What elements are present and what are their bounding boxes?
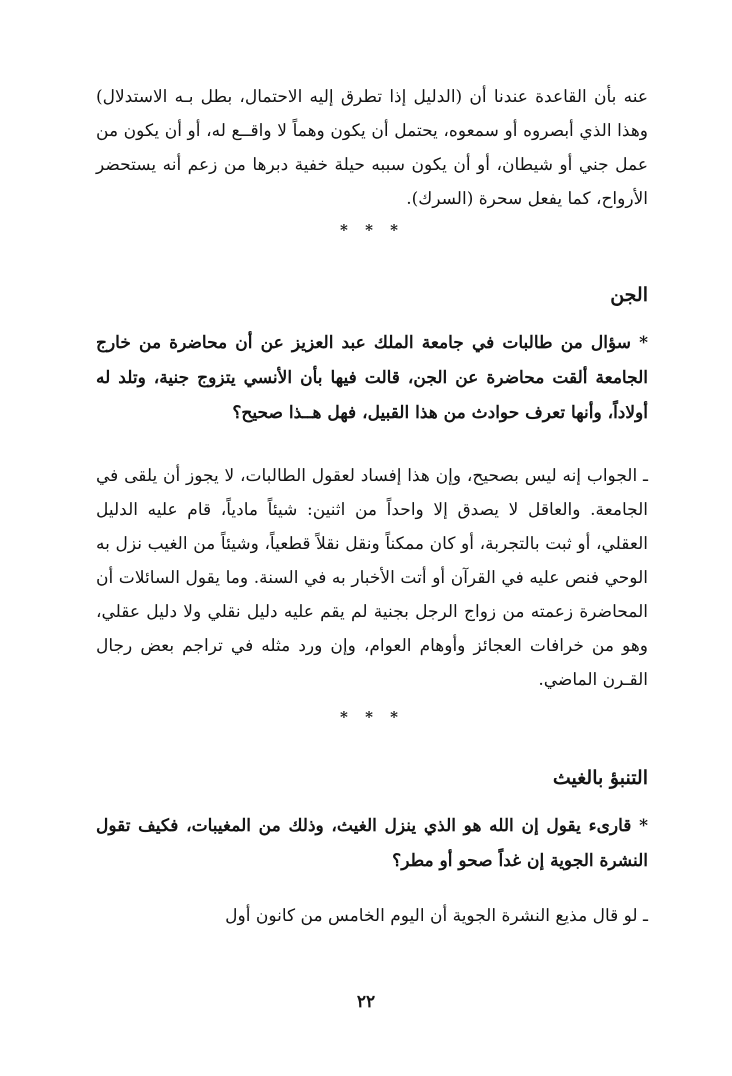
- answer-weather: ـ لو قال مذيع النشرة الجوية أن اليوم الخامس من كانون أول: [225, 906, 648, 926]
- question-jinn: * سؤال من طالبات في جامعة الملك عبد العزيز عن أن محاضرة من خارج الجامعة ألقت محاضرة عن الجن، قالت فيها بأن الأنسي يتزوج جنية، وتلد له أولاداً، وأنها تعرف حوادث من هذا القبيل، فهل هــذا صحيح؟: [96, 333, 648, 423]
- section-separator: * * *: [340, 708, 404, 726]
- question-weather: * قارىء يقول إن الله هو الذي ينزل الغيث، وذلك من المغيبات، فكيف تقول النشرة الجوية إن غداً صحو أو مطر؟: [96, 816, 648, 871]
- answer-jinn: ـ الجواب إنه ليس بصحيح، وإن هذا إفساد لعقول الطالبات، لا يجوز أن يلقى في الجامعة. والعاقل لا يصدق إلا واحداً من اثنين: شيئاً مادياً، قام عليه الدليل العقلي، أو ثبت بالتجربة، أو كان ممكناً ونقل نقلاً قطعياً، وشيئاً من الغيب نزل به الوحي فنص عليه في القرآن أو أتت الأخبار به في السنة. وما يقول السائلات أن المحاضرة زعمته من زواج الرجل بجنية لم يقم عليه دليل نقلي ولا دليل عقلي، وهو من خرافات العجائز وأوهام العوام، وإن ورد مثله في تراجم بعض رجال القـرن الماضي.: [96, 466, 648, 690]
- page-number: ٢٢: [356, 992, 376, 1012]
- intro-paragraph: عنه بأن القاعدة عندنا أن (الدليل إذا تطرق إليه الاحتمال، بطل بـه الاستدلال) وهذا الذي أبصروه أو سمعوه، يحتمل أن يكون وهماً لا واقــع له، أو أن يكون من عمل جني أو شيطان، أو أن يكون سببه حيلة خفية دبرها من زعم أنه يستحضر الأرواح، كما يفعل سحرة (السرك).: [96, 87, 649, 209]
- page-body: [96, 80, 648, 933]
- section-separator: * * *: [340, 221, 404, 239]
- section-heading-weather: التنبؤ بالغيث: [552, 767, 648, 789]
- section-heading-jinn: الجن: [610, 284, 648, 306]
